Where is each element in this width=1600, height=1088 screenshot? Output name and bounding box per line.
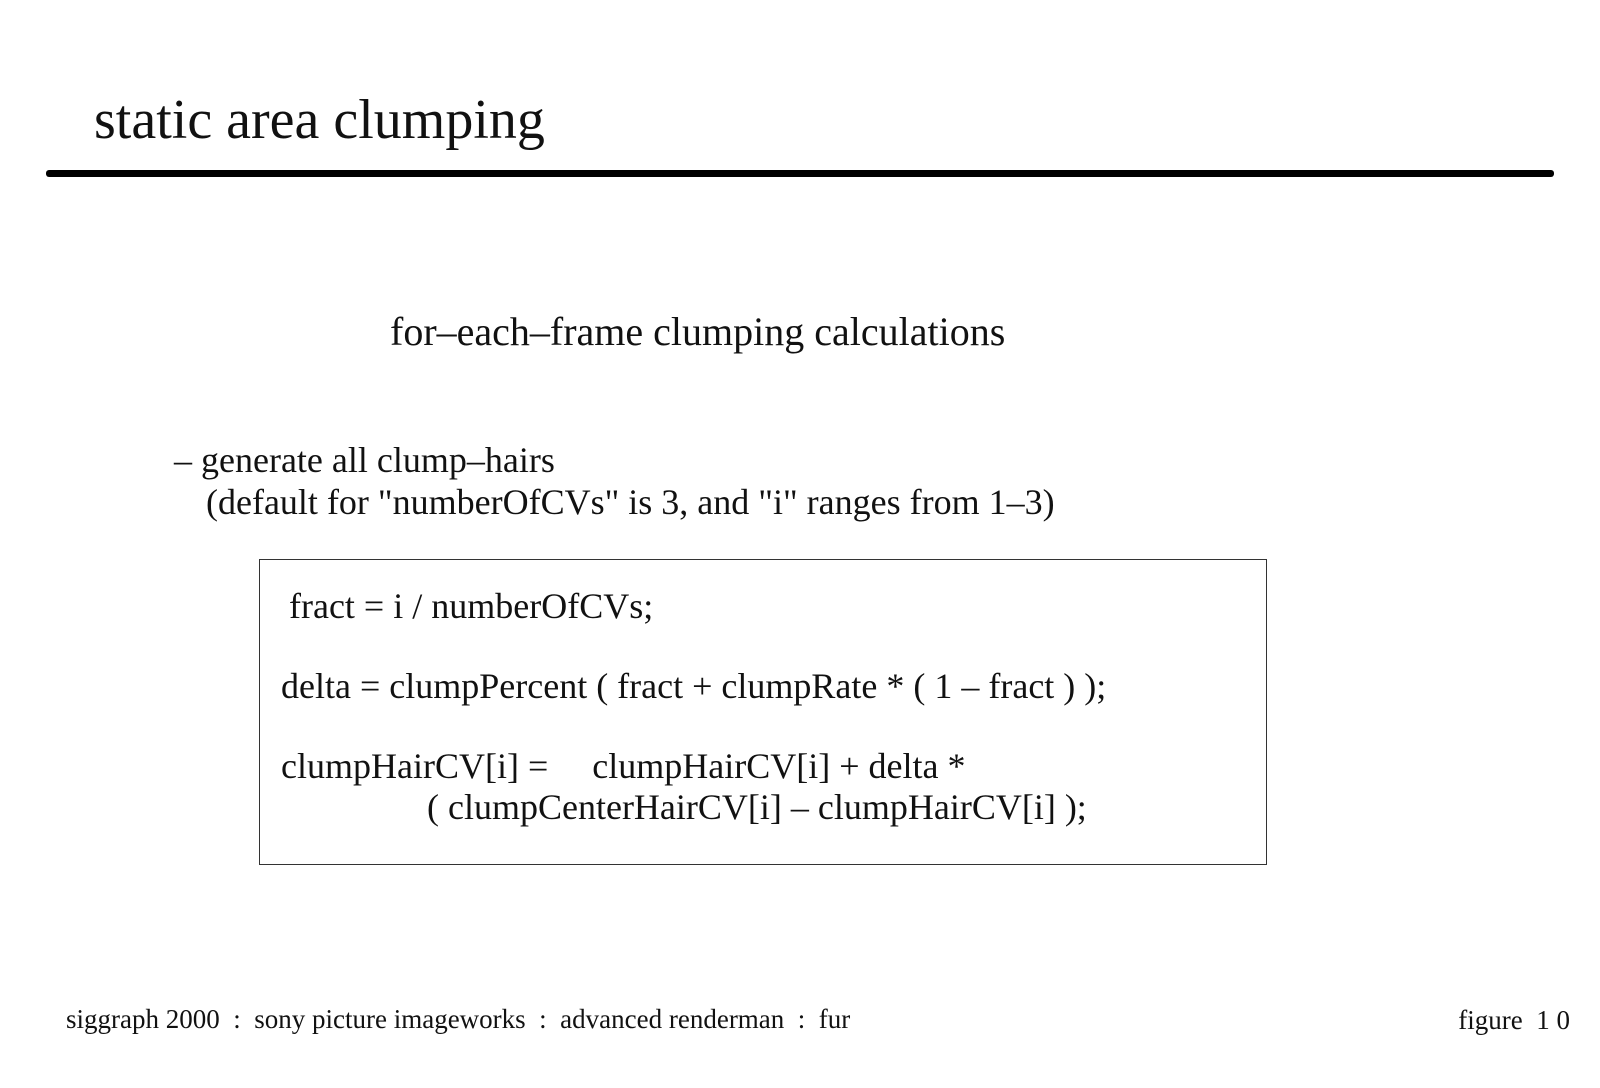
footer-credits: siggraph 2000 : sony picture imageworks : advanced renderman : fur xyxy=(66,1004,851,1034)
section-heading: for–each–frame clumping calculations xyxy=(390,309,1006,354)
code-line-clump-hair-lhs: clumpHairCV[i] = xyxy=(281,746,549,786)
bullet-item xyxy=(174,440,1055,524)
code-box xyxy=(259,559,1267,865)
figure-number: figure 1 0 xyxy=(1458,1005,1570,1035)
code-line-clump-hair-rhs: clumpHairCV[i] + delta * xyxy=(592,746,966,786)
slide-title: static area clumping xyxy=(94,89,545,151)
code-line-continuation: ( clumpCenterHairCV[i] – clumpHairCV[i] ); xyxy=(427,787,1087,827)
bullet-text: – generate all clump–hairs xyxy=(174,440,555,480)
bullet-note: (default for "numberOfCVs" is 3, and "i" ranges from 1–3) xyxy=(206,481,1055,522)
code-line-fract: fract = i / numberOfCVs; xyxy=(289,586,654,626)
title-divider xyxy=(46,170,1554,177)
code-line-delta: delta = clumpPercent ( fract + clumpRate * ( 1 – fract ) ); xyxy=(281,666,1107,706)
code-line-clump-hair xyxy=(281,748,965,784)
